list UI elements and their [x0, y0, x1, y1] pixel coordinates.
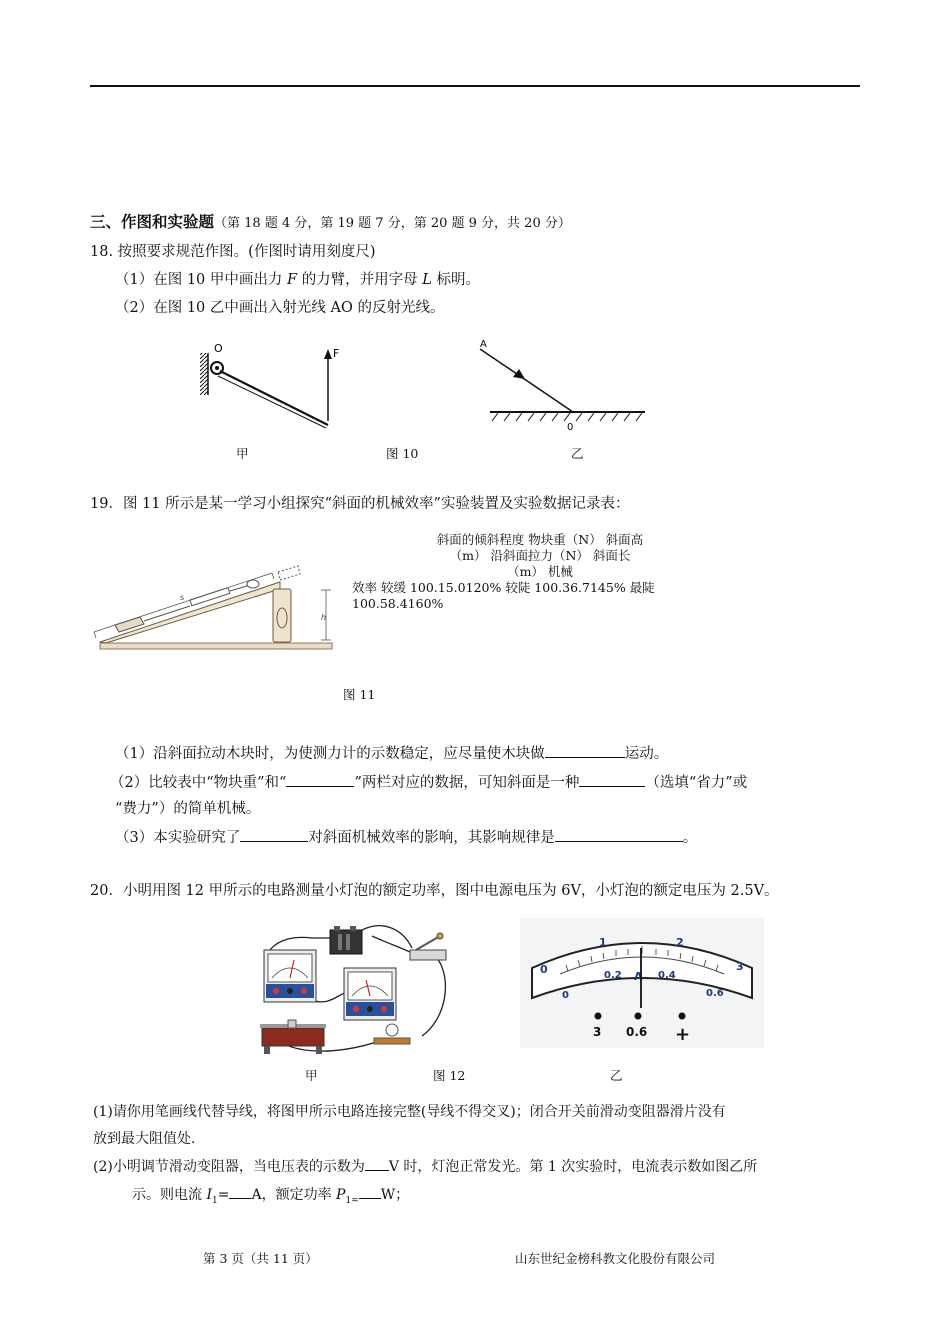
footer-page-number: 第 3 页（共 11 页）: [203, 1251, 318, 1266]
q18-part1: [115, 270, 480, 290]
answer-blank[interactable]: [555, 826, 683, 842]
terminal-3-dot: [595, 1013, 602, 1020]
q19-part2-cont: “费力”）的简单机械。: [115, 801, 261, 817]
rheostat: [260, 1020, 326, 1054]
table-line-3: （m） 机械: [507, 564, 573, 579]
q19-p3-text-c: 。: [682, 830, 698, 846]
answer-blank[interactable]: [359, 1183, 381, 1199]
q18-part2: （2）在图 10 乙中画出入射光线 AO 的反射光线。: [115, 300, 445, 316]
bulb: [374, 1024, 410, 1044]
figure-11: [90, 560, 340, 655]
header-rule: [90, 85, 860, 87]
q18-p1-text-a: （1）在图 10 甲中画出力: [115, 272, 283, 288]
answer-blank[interactable]: [545, 742, 625, 758]
q18-p1-text-b: 的力臂，并用字母: [301, 272, 418, 288]
table-line-2: （m） 沿斜面拉力（N） 斜面长: [449, 548, 631, 563]
q19-p1-text-b: 运动。: [624, 746, 669, 762]
q20-p2-text-c: 示。则电流: [132, 1187, 202, 1203]
fig12-caption-left: 甲: [305, 1068, 318, 1083]
q20-p2-text-f: W；: [380, 1187, 410, 1203]
terminal-3: 3: [593, 1025, 602, 1039]
q19-part2: [110, 771, 747, 793]
q19-part3: [115, 826, 697, 848]
q20-p2-text-e: A，额定功率: [251, 1187, 332, 1203]
ammeter: [344, 968, 396, 1020]
q19-p3-text-a: （3）本实验研究了: [115, 830, 241, 846]
q19-stem: 19．图 11 所示是某一学习小组探究“斜面的机械效率”实验装置及实验数据记录表：: [90, 496, 630, 512]
switch: [410, 933, 446, 960]
section-points: （第 18 题 4 分，第 19 题 7 分，第 20 题 9 分，共 20 分）: [214, 216, 571, 231]
bottom-scale-0: 0: [562, 990, 569, 1001]
footer-company: 山东世纪金榜科教文化股份有限公司: [515, 1251, 716, 1266]
figure-12-ammeter-dial: [520, 918, 764, 1048]
fig12-caption-right: 乙: [610, 1068, 623, 1083]
voltmeter: [264, 950, 316, 1002]
label-o: O: [214, 342, 223, 355]
terminal-06-dot: [635, 1013, 642, 1020]
bottom-scale-0-4: 0.4: [658, 970, 676, 981]
q19-p2-text-b: ”两栏对应的数据，可知斜面是一种: [354, 775, 580, 791]
label-a: A: [480, 339, 487, 350]
q20-p2-eq: =: [217, 1187, 230, 1203]
q20-stem: 20．小明用图 12 甲所示的电路测量小灯泡的额定功率，图中电源电压为 6V，小灯泡的额定电压为 2.5V。: [90, 883, 779, 899]
lever-diagram: [200, 342, 339, 428]
table-line-4: 效率 较缓 100.15.0120% 较陡 100.36.7145% 最陡 100.58.4160%: [352, 580, 655, 611]
q19-p1-text-a: （1）沿斜面拉动木块时，为使测力计的示数稳定，应尽量使木块做: [115, 746, 545, 762]
answer-blank[interactable]: [365, 1155, 389, 1171]
section-title: [90, 210, 571, 232]
figure-10: [180, 335, 660, 440]
figure-12-circuit: [252, 918, 462, 1060]
top-scale-0: 0: [540, 963, 548, 976]
q20-part2: [93, 1155, 757, 1177]
top-scale-2: 2: [676, 936, 684, 949]
fig12-caption: 图 12: [433, 1068, 466, 1083]
fig10-caption-left: 甲: [236, 446, 249, 461]
q19-part1: [115, 742, 668, 764]
q19-p2-text-a: （2）比较表中“物块重”和“: [110, 775, 287, 791]
q19-p3-text-b: 对斜面机械效率的影响，其影响规律是: [308, 830, 555, 846]
label-f: F: [333, 347, 340, 360]
q18-p1-var-l: L: [422, 272, 432, 288]
fig10-caption-right: 乙: [571, 446, 584, 461]
q18-p1-var-f: F: [287, 272, 298, 288]
terminal-plus-dot: [679, 1013, 686, 1020]
fig11-caption: 图 11: [343, 687, 376, 702]
answer-blank[interactable]: [229, 1183, 251, 1199]
q20-part2-cont: [132, 1183, 409, 1211]
unit-label: A: [634, 970, 643, 983]
q20-p2-text-a: (2)小明调节滑动变阻器，当电压表的示数为: [93, 1159, 365, 1175]
top-scale-3: 3: [736, 960, 744, 973]
mirror-diagram: [480, 339, 645, 433]
terminal-plus: +: [675, 1024, 691, 1045]
var-p-sub: 1=: [345, 1195, 359, 1206]
answer-blank[interactable]: [579, 771, 645, 787]
q18-stem: 18. 按照要求规范作图。(作图时请用刻度尺): [90, 244, 376, 260]
answer-blank[interactable]: [240, 826, 308, 842]
bottom-scale-0-2: 0.2: [604, 970, 622, 981]
label-s: s: [180, 593, 185, 602]
answer-blank[interactable]: [286, 771, 354, 787]
var-p: P: [336, 1187, 346, 1203]
var-i: I: [206, 1187, 212, 1203]
top-scale-1: 1: [599, 936, 607, 949]
q18-p1-text-c: 标明。: [436, 272, 481, 288]
battery: [330, 926, 362, 954]
label-h: h: [321, 613, 327, 622]
section-title-text: 三、作图和实验题: [90, 213, 215, 231]
label-zero: 0: [567, 422, 574, 433]
q20-p2-text-b: V 时，灯泡正常发光。第 1 次实验时，电流表示数如图乙所: [388, 1159, 758, 1175]
table-line-1: 斜面的倾斜程度 物块重（N） 斜面高: [436, 532, 644, 547]
var-i-sub: 1: [211, 1195, 218, 1206]
q20-part1-line1: (1)请你用笔画线代替导线，将图甲所示电路连接完整(导线不得交叉)；闭合开关前滑动变阻器滑片没有: [93, 1104, 726, 1120]
q20-part1-line2: 放到最大阻值处.: [93, 1131, 196, 1147]
q19-p2-text-c: （选填“省力”或: [645, 775, 748, 791]
bottom-scale-0-6: 0.6: [706, 988, 724, 999]
q19-data-table: [340, 532, 740, 612]
fig10-caption: 图 10: [386, 446, 419, 461]
terminal-0-6: 0.6: [626, 1025, 648, 1039]
